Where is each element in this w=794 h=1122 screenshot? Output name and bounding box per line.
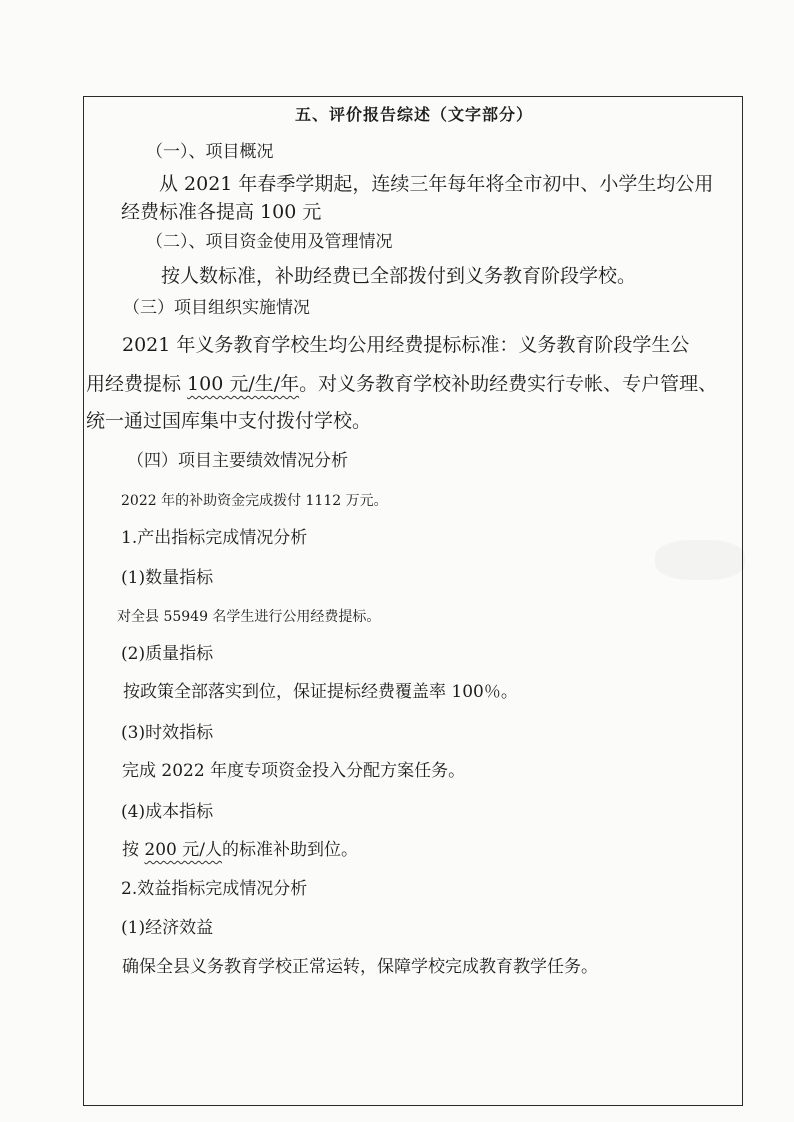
section3-line2 — [86, 375, 717, 394]
section1-heading: （一）、项目概况 — [146, 142, 274, 162]
section4-heading: （四）项目主要绩效情况分析 — [127, 451, 348, 471]
quantity-indicator-heading: (1)数量指标 — [121, 568, 214, 588]
time-indicator-heading: (3)时效指标 — [121, 723, 214, 743]
cost-indicator-text — [122, 842, 358, 859]
section2-line1: 按人数标准，补助经费已全部拨付到义务教育阶段学校。 — [161, 265, 637, 287]
cost-highlight: 200 元/人 — [144, 840, 222, 860]
section4-summary: 2022 年的补助资金完成拨付 1112 万元。 — [121, 493, 388, 509]
section1-line2: 经费标准各提高 100 元 — [121, 201, 322, 223]
quality-indicator-heading: (2)质量指标 — [121, 644, 214, 664]
section3-line1: 2021 年义务教育学校生均公用经费提标标准：义务教育阶段学生公 — [122, 334, 690, 356]
benefit-indicator-heading: 2.效益指标完成情况分析 — [121, 879, 308, 899]
page-title: 五、评价报告综述（文字部分） — [294, 105, 533, 124]
scan-smudge — [655, 540, 745, 580]
section3-line2-pre: 用经费提标 — [86, 373, 188, 395]
time-indicator-text: 完成 2022 年度专项资金投入分配方案任务。 — [122, 761, 466, 781]
section3-line3: 统一通过国库集中支付拨付学校。 — [86, 410, 372, 432]
section3-line2-post: 。对义务教育学校补助经费实行专帐、专户管理、 — [299, 373, 718, 395]
section1-line1: 从 2021 年春季学期起，连续三年每年将全市初中、小学生均公用 — [159, 173, 714, 195]
economic-benefit-heading: (1)经济效益 — [121, 918, 214, 938]
section3-heading: （三）项目组织实施情况 — [123, 298, 310, 318]
report-frame — [83, 96, 743, 1106]
economic-benefit-text: 确保全县义务教育学校正常运转，保障学校完成教育教学任务。 — [122, 957, 598, 977]
cost-indicator-heading: (4)成本指标 — [121, 802, 214, 822]
section3-rate-highlight: 100 元/生/年 — [187, 373, 300, 395]
cost-pre: 按 — [122, 840, 145, 860]
quantity-indicator-text: 对全县 55949 名学生进行公用经费提标。 — [117, 609, 381, 625]
section2-heading: （二）、项目资金使用及管理情况 — [146, 232, 393, 252]
cost-post: 的标准补助到位。 — [222, 840, 358, 860]
quality-indicator-text: 按政策全部落实到位，保证提标经费覆盖率 100％。 — [123, 682, 518, 702]
output-indicator-heading: 1.产出指标完成情况分析 — [121, 528, 308, 548]
